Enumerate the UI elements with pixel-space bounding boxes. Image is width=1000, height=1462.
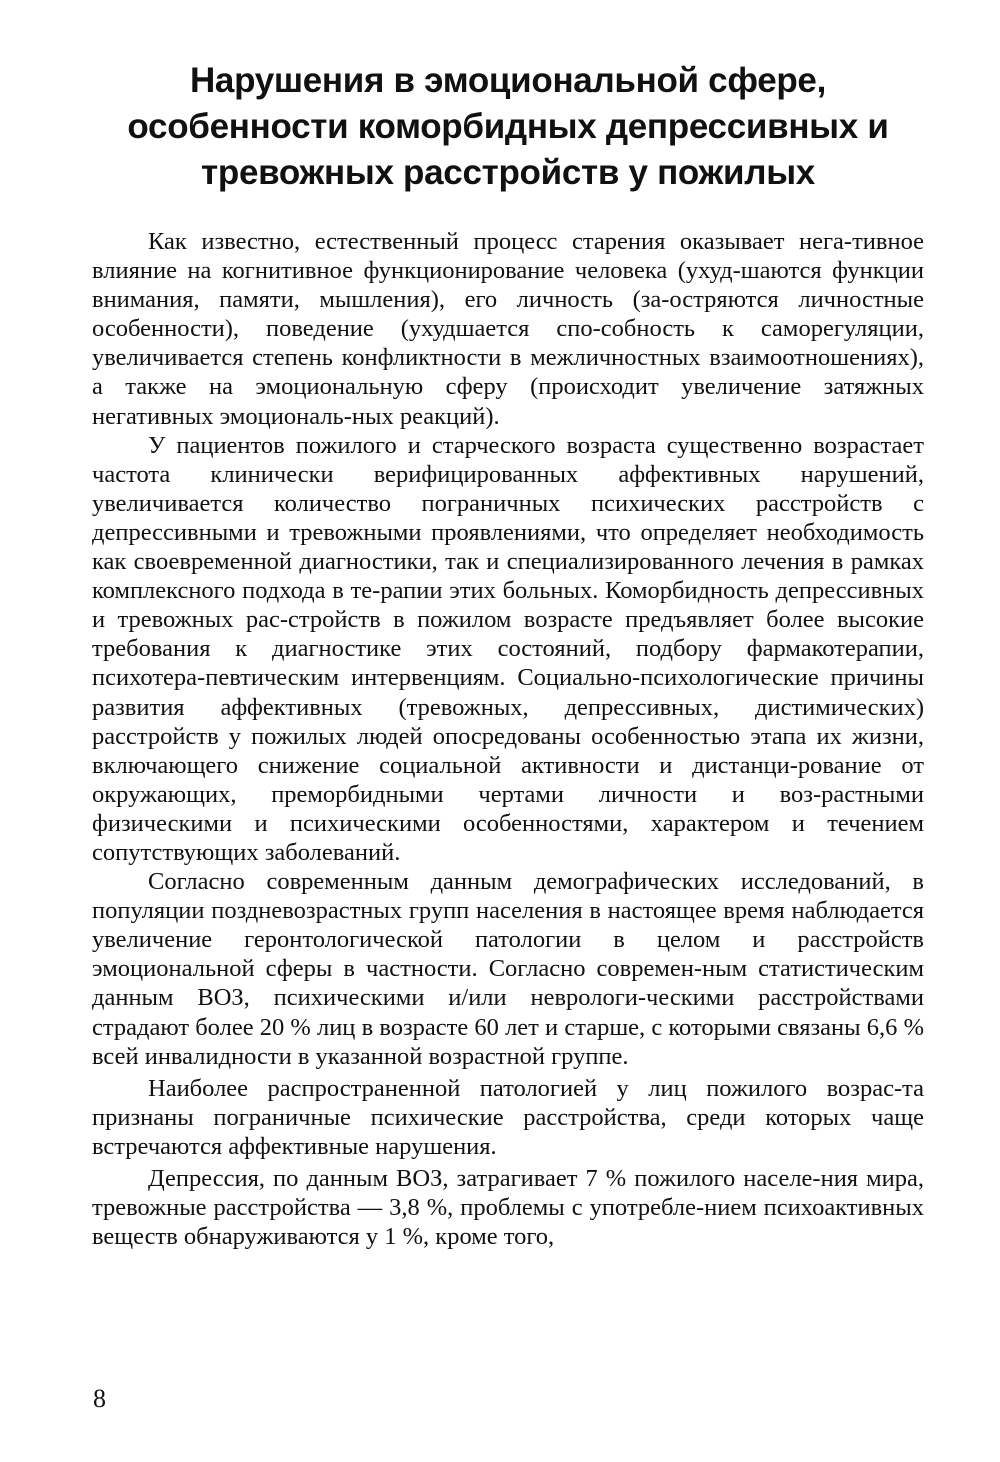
chapter-title-line-1: Нарушения в эмоциональной сфере, — [189, 61, 827, 100]
book-page — [92, 58, 924, 1251]
paragraph-4: Наиболее распространенной патологией у лиц пожилого возрас-та признаны пограничные психические расстройства, среди которых чаще встречаются аффективные нарушения. — [92, 1074, 924, 1160]
paragraph-2: У пациентов пожилого и старческого возраста существенно возрастает частота клинически верифицированных аффективных нарушений, увеличивается количество пограничных психических расстройств с депрессивными и тревожными проявлениями, что определяет необходимость как своевременной диагностики, так и специализированного лечения в рамках комплексного подхода в те-рапии этих больных. Коморбидность депрессивных и тревожных рас-стройств в пожилом возрасте предъявляет более высокие требования к диагностике этих состояний, подбору фармакотерапии, психотера-певтическим интервенциям. Социально-психологические причины развития аффективных (тревожных, депрессивных, дистимических) расстройств у пожилых людей опосредованы особенностью этапа их жизни, включающего снижение социальной активности и дистанци-рование от окружающих, преморбидными чертами личности и воз-растными физическими и психическими особенностями, характером и течением сопутствующих заболеваний. — [92, 431, 924, 866]
paragraph-5: Депрессия, по данным ВОЗ, затрагивает 7 % пожилого населе-ния мира, тревожные расстройства — 3,8 %, проблемы с употребле-нием психоактивных веществ обнаруживаются у 1 %, кроме того, — [92, 1165, 924, 1251]
chapter-title-line-3: тревожных расстройств у пожилых — [201, 153, 815, 192]
body-text — [92, 227, 924, 1251]
paragraph-1: Как известно, естественный процесс старения оказывает нега-тивное влияние на когнитивное функционирование человека (ухуд-шаются функции внимания, памяти, мышления), его личность (за-остряются личностные особенности), поведение (ухудшается спо-собность к саморегуляции, увеличивается степень конфликтности в межличностных взаимоотношениях), а также на эмоциональную сферу (происходит увеличение затяжных негативных эмоциональ-ных реакций). — [92, 228, 924, 430]
page-number: 8 — [93, 1384, 106, 1413]
paragraph-3: Согласно современным данным демографических исследований, в популяции поздневозрастных групп населения в настоящее время наблюдается увеличение геронтологической патологии в целом и расстройств эмоциональной сферы в частности. Согласно современ-ным статистическим данным ВОЗ, психическими и/или неврологи-ческими расстройствами страдают более 20 % лиц в возрасте 60 лет и старше, с которыми связаны 6,6 % всей инвалидности в указанной возрастной группе. — [92, 868, 924, 1070]
chapter-title-line-2: особенности коморбидных депрессивных и — [127, 107, 889, 146]
chapter-title — [92, 58, 924, 196]
